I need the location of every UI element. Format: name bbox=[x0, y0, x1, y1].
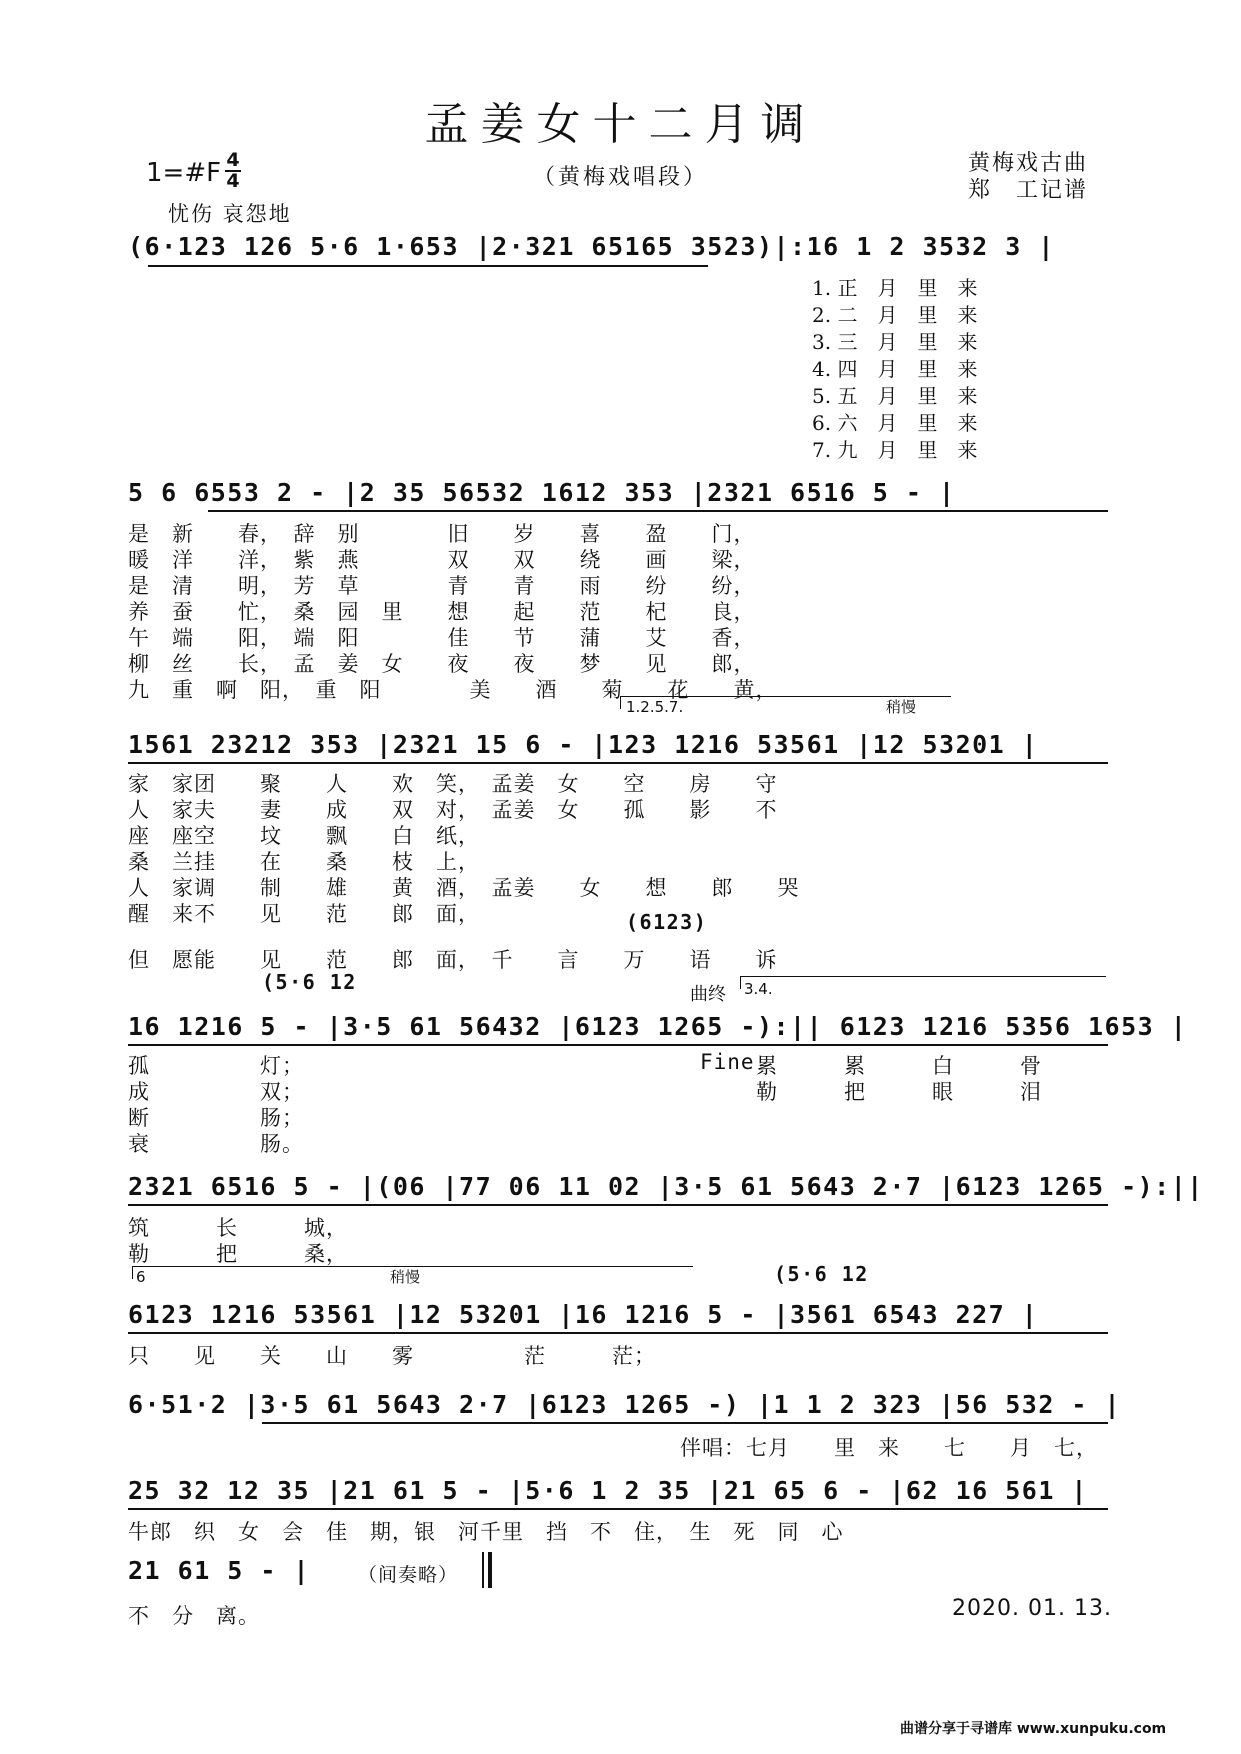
time-signature: 4 4 bbox=[226, 149, 240, 192]
page-title: 孟姜女十二月调 bbox=[424, 99, 817, 150]
lyric-line: 是 新 春， 辞 别 旧 岁 喜 盈 门， bbox=[128, 522, 756, 546]
system-3-notes: 1561 23212 353 |2321 15 6 - |123 1216 53561 |12 53201 | bbox=[128, 730, 1039, 759]
verse-line: 4. 四 月 里 来 bbox=[812, 357, 978, 381]
system-8-notes: 25 32 12 35 |21 61 5 - |5·6 1 2 35 |21 65 6 - |62 16 561 | bbox=[128, 1476, 1088, 1505]
lyric-line: 九 重 啊 阳， 重 阳 美 酒 菊 花 黄， bbox=[128, 678, 778, 702]
ossia-notes: (5·6 12 bbox=[774, 1262, 869, 1286]
ossia-notes: (5·6 12 bbox=[262, 970, 357, 994]
key-signature: 1=#F bbox=[146, 158, 222, 188]
subtitle: （黄梅戏唱段） bbox=[532, 165, 708, 190]
lyric-line: 养 蚕 忙， 桑 园 里 想 起 范 杞 良， bbox=[128, 600, 756, 624]
system-7-notes: 6·51·2 |3·5 61 5643 2·7 |6123 1265 -) |1 1 2 323 |56 532 - | bbox=[128, 1390, 1122, 1419]
tempo-marking: 忧伤 哀怨地 bbox=[168, 202, 292, 226]
parenthetical-notes: (6123) bbox=[626, 910, 708, 934]
lyric-line: 断 肠； bbox=[128, 1106, 304, 1130]
system-5-notes: 2321 6516 5 - |(06 |77 06 11 02 |3·5 61 5643 2·7 |6123 1265 -):|| bbox=[128, 1172, 1204, 1201]
lyric-line: 暖 洋 洋， 紫 燕 双 双 绕 画 梁， bbox=[128, 548, 756, 572]
system-6-notes: 6123 1216 53561 |12 53201 |16 1216 5 - |3561 6543 227 | bbox=[128, 1300, 1039, 1329]
expression-marking: 稍慢 bbox=[886, 698, 917, 716]
verse-line: 5. 五 月 里 来 bbox=[812, 384, 978, 408]
lyric-line: 柳 丝 长， 孟 姜 女 夜 夜 梦 见 郎， bbox=[128, 652, 756, 676]
system-9-notes: 21 61 5 - | bbox=[128, 1556, 311, 1585]
verse-line: 2. 二 月 里 来 bbox=[812, 303, 978, 327]
lyric-line: 筑 长 城， bbox=[128, 1216, 348, 1240]
lyric-line: 孤 灯； bbox=[128, 1054, 304, 1078]
lyric-line: 家 家团 聚 人 欢 笑， 孟姜 女 空 房 守 bbox=[128, 772, 778, 796]
lyric-line: 座 座空 坟 飘 白 纸， bbox=[128, 824, 480, 848]
verse-line: 1. 正 月 里 来 bbox=[812, 276, 978, 300]
system-4-notes: 16 1216 5 - |3·5 61 56432 |6123 1265 -):|| 6123 1216 5356 1653 | bbox=[128, 1012, 1188, 1041]
lyric-line: 醒 来不 见 范 郎 面， bbox=[128, 902, 480, 926]
lyric-line: 只 见 关 山 雾 茫 茫； bbox=[128, 1344, 656, 1368]
lyric-line: 勒 把 眼 泪 bbox=[756, 1080, 1042, 1104]
system-1-notes: (6·123 126 5·6 1·653 |2·321 65165 3523)|:16 1 2 3532 3 | bbox=[128, 232, 1055, 261]
lyric-line: 牛郎 织 女 会 佳 期，银 河千里 挡 不 住， 生 死 同 心 bbox=[128, 1520, 844, 1544]
verse-line: 7. 九 月 里 来 bbox=[812, 438, 978, 462]
lyric-line: 累 累 白 骨 bbox=[756, 1054, 1042, 1078]
lyric-line: 成 双； bbox=[128, 1080, 304, 1104]
lyric-line: 人 家调 制 雄 黄 酒， 孟姜 女 想 郎 哭 bbox=[128, 876, 800, 900]
fine-text: Fine bbox=[700, 1050, 755, 1074]
lyric-line: 午 端 阳， 端 阳 佳 节 蒲 艾 香， bbox=[128, 626, 756, 650]
system-2-notes: 5 6 6553 2 - |2 35 56532 1612 353 |2321 6516 5 - | bbox=[128, 478, 956, 507]
verse-line: 6. 六 月 里 来 bbox=[812, 411, 978, 435]
lyric-line: 但 愿能 见 范 郎 面， 千 言 万 语 诉 bbox=[128, 948, 778, 972]
transcriber-credit: 郑 工记谱 bbox=[968, 178, 1089, 203]
verse-line: 3. 三 月 里 来 bbox=[812, 330, 978, 354]
volta-label: 1.2.5.7. bbox=[626, 698, 684, 716]
lyric-line: 是 清 明， 芳 草 青 青 雨 纷 纷， bbox=[128, 574, 756, 598]
composer-credit: 黄梅戏古曲 bbox=[968, 151, 1089, 176]
lyric-line: 桑 兰挂 在 桑 枝 上， bbox=[128, 850, 480, 874]
lyric-line: 不 分 离。 bbox=[128, 1604, 260, 1628]
lyric-line: 勒 把 桑， bbox=[128, 1242, 348, 1266]
lyric-line: 伴唱：七月 里 来 七 月 七， bbox=[680, 1436, 1098, 1460]
volta-label: 6 bbox=[136, 1268, 146, 1286]
date-stamp: 2020. 01. 13. bbox=[952, 1596, 1112, 1621]
expression-marking: 稍慢 bbox=[390, 1268, 421, 1286]
volta-label: 3.4. bbox=[744, 980, 773, 998]
lyric-line: 衰 肠。 bbox=[128, 1132, 304, 1156]
fine-label: 曲终 bbox=[690, 984, 726, 1005]
lyric-line: 人 家夫 妻 成 双 对， 孟姜 女 孤 影 不 bbox=[128, 798, 778, 822]
interlude-note: （间奏略） bbox=[358, 1564, 459, 1586]
footer-watermark: 曲谱分享于寻谱库 www.xunpuku.com bbox=[900, 1721, 1167, 1737]
